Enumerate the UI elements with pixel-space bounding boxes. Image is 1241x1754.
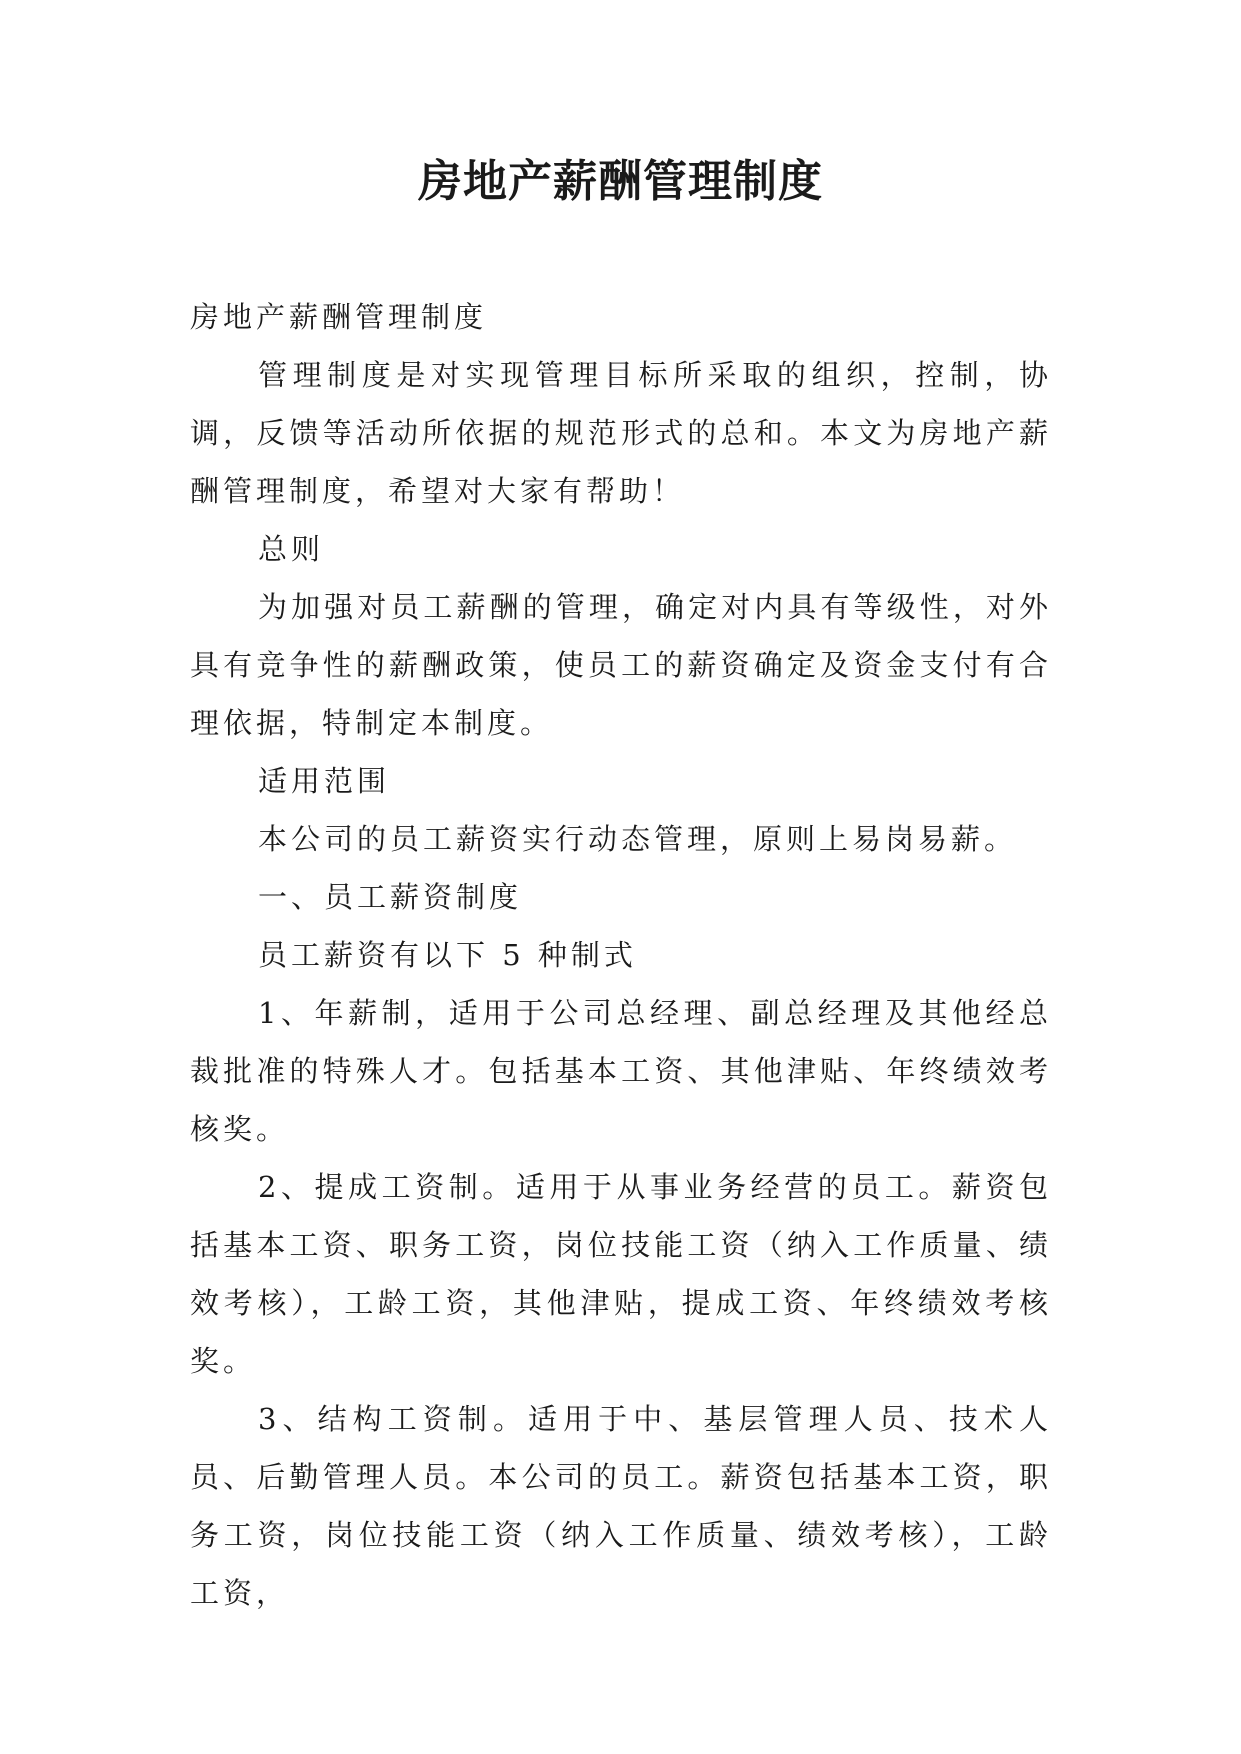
document-title: 房地产薪酬管理制度 xyxy=(418,156,823,207)
section-heading-salary-system: 一、员工薪资制度 xyxy=(258,880,523,914)
section-heading-scope: 适用范围 xyxy=(258,764,391,798)
paragraph-intro: 管理制度是对实现管理目标所采取的组织，控制，协调，反馈等活动所依据的规范形式的总和。本文为房地产薪酬管理制度，希望对大家有帮助！ xyxy=(190,358,1052,508)
section-heading-general: 总则 xyxy=(258,532,325,566)
document-subtitle: 房地产薪酬管理制度 xyxy=(190,300,488,334)
list-item-annual-salary: 1、年薪制，适用于公司总经理、副总经理及其他经总裁批准的特殊人才。包括基本工资、其他津贴、年终绩效考核奖。 xyxy=(190,996,1052,1146)
paragraph-general: 为加强对员工薪酬的管理，确定对内具有等级性，对外具有竞争性的薪酬政策，使员工的薪资确定及资金支付有合理依据，特制定本制度。 xyxy=(190,590,1052,740)
paragraph-scope: 本公司的员工薪资实行动态管理，原则上易岗易薪。 xyxy=(258,822,1018,856)
list-item-structured-salary: 3、结构工资制。适用于中、基层管理人员、技术人员、后勤管理人员。本公司的员工。薪资包括基本工资，职务工资，岗位技能工资（纳入工作质量、绩效考核），工龄工资， xyxy=(190,1402,1052,1610)
paragraph-salary-types: 员工薪资有以下 5 种制式 xyxy=(258,938,637,972)
document-body xyxy=(190,288,1052,1622)
list-item-commission-salary: 2、提成工资制。适用于从事业务经营的员工。薪资包括基本工资、职务工资，岗位技能工资（纳入工作质量、绩效考核），工龄工资，其他津贴，提成工资、年终绩效考核奖。 xyxy=(190,1170,1052,1378)
